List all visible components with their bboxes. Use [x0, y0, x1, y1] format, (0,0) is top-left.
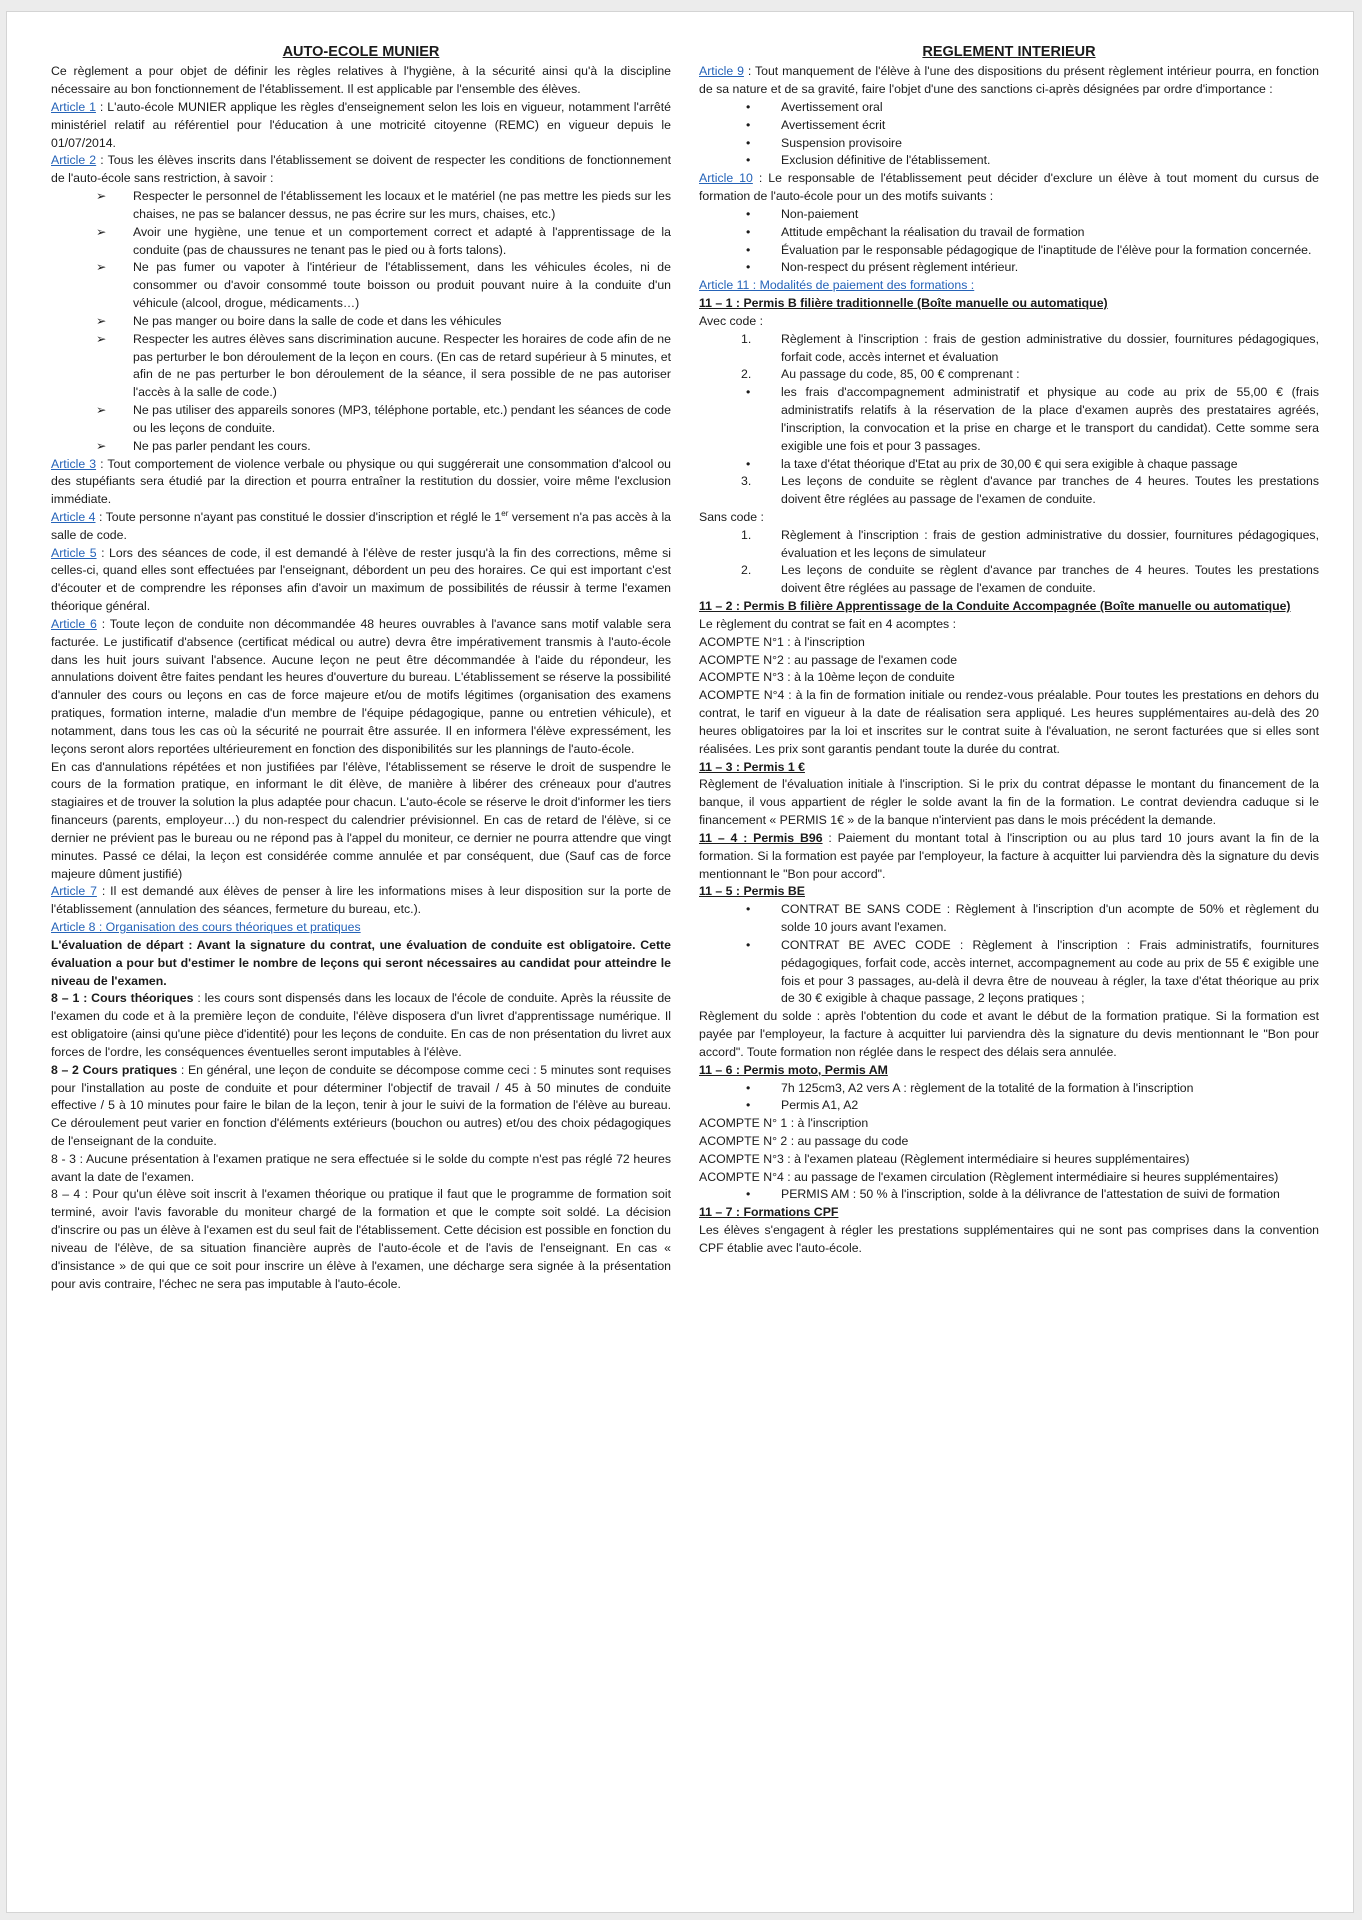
arrow-bullet-icon: ➢ — [96, 313, 107, 328]
article-text: : Tout comportement de violence verbale ou physique ou qui suggérerait une consommation d'alcool ou des stupéfiants sera étudié par la direction et pourra entraîner la restitution du dossier, voire même l'exclusion immédiate. — [51, 456, 671, 507]
bullet-icon: • — [746, 385, 751, 400]
section-11-3-text: Règlement de l'évaluation initiale à l'inscription. Si le prix du contrat dépasse le montant du financement de la banque, il vous appartient de régler le solde avant la fin de la formation. Le contrat deviendra caduque si le financement « PERMIS 1€ » de la banque n'intervient pas dans le mois précédent la demande. — [699, 777, 1319, 828]
list-item — [51, 402, 671, 438]
section-11-4 — [699, 830, 1319, 883]
list-item-text: Ne pas manger ou boire dans la salle de code et dans les véhicules — [133, 313, 502, 328]
section-11-6-am-list — [699, 1186, 1319, 1204]
section-11-5-heading: 11 – 5 : Permis BE — [699, 884, 805, 899]
article-8-evaluation: L'évaluation de départ : Avant la signature du contrat, une évaluation de conduite est obligatoire. Cette évaluation a pour but d'estimer le nombre de leçons qui seront nécessaires au candidat pour atteindre le niveau de l'examen. — [51, 937, 671, 988]
list-item — [51, 188, 671, 224]
article-10-list — [699, 206, 1319, 277]
arrow-bullet-icon: ➢ — [96, 224, 107, 239]
item-number: 1. — [741, 527, 752, 542]
article-8-heading — [51, 919, 671, 937]
list-item — [51, 259, 671, 312]
list-item — [699, 1097, 1319, 1115]
list-item-text: Les leçons de conduite se règlent d'avance par tranches de 4 heures. Toutes les prestations doivent être réglées au passage de l'examen de conduite. — [781, 474, 1319, 507]
article-5 — [51, 545, 671, 616]
intro-paragraph: Ce règlement a pour objet de définir les règles relatives à l'hygiène, à la sécurité ainsi qu'à la discipline nécessaire au bon fonctionnement de l'établissement. Il est applicable par l'ensemble des élèves. — [51, 64, 671, 97]
sans-code-list — [699, 527, 1319, 598]
article-text: : Toute personne n'ayant pas constitué le dossier d'inscription et réglé le 1 — [95, 510, 502, 524]
bullet-icon: • — [746, 1080, 751, 1095]
bullet-icon: • — [746, 224, 751, 239]
list-item-text: CONTRAT BE AVEC CODE : Règlement à l'inscription : Frais administratifs, fournitures pédagogiques, forfait code, accès internet, accompagnement au code au prix de 55 € exigible une fois et pour 3 passages, au-delà il devra être de nouveau à régler, la taxe d'état théorique au prix de 30 € exigible à chaque passage, 2 leçons pratiques ; — [781, 937, 1319, 1006]
article-6-paragraph-2: En cas d'annulations répétées et non justifiées par l'élève, l'établissement se réserve le droit de suspendre le cours de la formation pratique, en informant le dit élève, de manière à libérer des créneaux pour d'autres stagiaires et de trouver la solution la plus adaptée pour chacun. L'auto-école se réserve le droit d'informer les tiers financeurs (parents, employeur…) du non-respect du calendrier prévisionnel. En cas de retard de l'élève, si ce dernier ne prévient pas le bureau ou ne répond pas à l'appel du moniteur, ce dernier ne pourra attendre que vingt minutes. Passé ce délai, la leçon est considérée comme annulée et par conséquent, due (Sauf cas de force majeure dûment justifié) — [51, 759, 671, 881]
bullet-icon: • — [746, 117, 751, 132]
list-item — [699, 1080, 1319, 1098]
article-1 — [51, 99, 671, 152]
list-item-text: Non-respect du présent règlement intérieur. — [781, 260, 1019, 275]
article-label: Article 1 — [51, 99, 96, 114]
section-11-2-paragraph: ACOMPTE N°4 : à la fin de formation initiale ou rendez-vous préalable. Pour toutes les prestations en dehors du contrat, le tarif en vigueur à la date de réalisation sera appliqué. Les heures supplémentaires au-delà des 20 heures obligatoires par la loi et inscrites sur le contrat suite à l'évaluation, ne seront facturées que si elles sont réalisées. Les prix sont garantis pendant toute la durée du contrat. — [699, 688, 1319, 756]
list-item-text: les frais d'accompagnement administratif et physique au code au prix de 55,00 € (frais administratifs relatifs à la réservation de la place d'examen auprès des prestataires agréés, l'inscription, la convocation et la prise en charge et le transport du candidat). Cette somme sera exigible une fois et pour 3 passages. — [781, 385, 1319, 453]
avec-code-sublist — [699, 384, 1319, 473]
section-11-2-heading: 11 – 2 : Permis B filière Apprentissage de la Conduite Accompagnée (Boîte manuelle ou automatique) — [699, 599, 1291, 614]
article-8-1 — [51, 990, 671, 1061]
list-item-text: 7h 125cm3, A2 vers A : règlement de la totalité de la formation à l'inscription — [781, 1080, 1194, 1095]
section-11-2-line: Le règlement du contrat se fait en 4 acomptes : — [699, 616, 957, 631]
bullet-icon: • — [746, 456, 751, 471]
list-item-text: Ne pas parler pendant les cours. — [133, 438, 311, 453]
sans-code-label: Sans code : — [699, 510, 764, 524]
document-page — [7, 12, 1353, 1912]
article-2-list — [51, 188, 671, 455]
list-item-text: Règlement à l'inscription : frais de gestion administrative du dossier, fournitures pédagogiques, évaluation et les leçons de simulateur — [781, 527, 1319, 560]
list-item — [699, 937, 1319, 1008]
list-item — [699, 117, 1319, 135]
subsection-text: : les cours sont dispensés dans les locaux de l'école de conduite. Après la réussite de l'examen du code et à la première leçon de conduite, l'élève disposera d'un livret d'apprentissage numérique. Il est obligatoire (ainsi qu'une pièce d'identité) pour les leçons de conduite. En cas de non présentation du livret aux forces de l'ordre, les conséquences éventuelles seront imputables à l'élève. — [51, 991, 671, 1059]
section-11-6-paragraph: ACOMPTE N°4 : au passage de l'examen circulation (Règlement intermédiaire si heures supplémentaires) — [699, 1169, 1279, 1184]
article-label: Article 8 : Organisation des cours théoriques et pratiques — [51, 920, 361, 935]
list-item-text: la taxe d'état théorique d'Etat au prix de 30,00 € qui sera exigible à chaque passage — [781, 456, 1238, 471]
list-item-text: Ne pas fumer ou vapoter à l'intérieur de l'établissement, dans les véhicules écoles, ni de consommer ou d'avoir consommé toute boisson ou produit pouvant nuire à la conduite d'un véhicule (alcool, drogue, médicaments…) — [133, 260, 671, 311]
list-item-text: Au passage du code, 85, 00 € comprenant : — [781, 367, 1020, 382]
list-item — [699, 901, 1319, 937]
list-item — [699, 206, 1319, 224]
bullet-icon: • — [746, 902, 751, 917]
item-number: 2. — [741, 563, 752, 578]
section-11-1-heading: 11 – 1 : Permis B filière traditionnelle (Boîte manuelle ou automatique) — [699, 296, 1108, 311]
article-9-list — [699, 99, 1319, 170]
section-11-3-heading: 11 – 3 : Permis 1 € — [699, 759, 805, 774]
article-label: Article 11 : Modalités de paiement des formations : — [699, 278, 975, 293]
article-text: : L'auto-école MUNIER applique les règles d'enseignement selon les lois en vigueur, notamment l'arrêté ministériel relatif au référentiel pour l'éducation à une motricité citoyenne (REMC) en vigueur depuis le 01/07/2014. — [51, 99, 672, 150]
numbered-item — [699, 562, 1319, 598]
list-item — [699, 456, 1319, 474]
list-item — [699, 224, 1319, 242]
arrow-bullet-icon: ➢ — [96, 403, 107, 418]
article-6 — [51, 616, 671, 759]
bullet-icon: • — [746, 153, 751, 168]
article-label: Article 4 — [51, 510, 96, 524]
article-label: Article 10 — [699, 171, 753, 186]
article-4 — [51, 509, 671, 545]
article-3 — [51, 456, 671, 509]
article-7 — [51, 883, 671, 919]
article-11-heading — [699, 277, 1319, 295]
list-item — [699, 135, 1319, 153]
list-item-text: Respecter le personnel de l'établissement les locaux et le matériel (ne pas mettre les pieds sur les chaises, ne pas se balancer dessus, ne pas écrire sur les murs, chaises, etc.) — [133, 189, 671, 221]
list-item-text: Suspension provisoire — [781, 135, 902, 150]
article-label: Article 5 — [51, 545, 97, 560]
list-item-text: Les leçons de conduite se règlent d'avance par tranches de 4 heures. Toutes les prestations doivent être réglées au passage de l'examen de conduite. — [781, 563, 1319, 596]
article-9 — [699, 63, 1319, 99]
article-label: Article 6 — [51, 616, 97, 631]
item-number: 3. — [741, 474, 752, 489]
list-item-text: Attitude empêchant la réalisation du travail de formation — [781, 224, 1085, 239]
list-item-text: Exclusion définitive de l'établissement. — [781, 153, 991, 168]
section-11-2-line: ACOMPTE N°1 : à l'inscription — [699, 634, 865, 649]
section-11-6-line: ACOMPTE N° 1 : à l'inscription — [699, 1116, 869, 1131]
article-8-4: 8 – 4 : Pour qu'un élève soit inscrit à l'examen théorique ou pratique il faut que le programme de formation soit terminé, avoir l'avis favorable du moniteur chargé de la formation et que le compte soit soldé. La décision d'inscrire ou pas un élève à l'examen est du seul fait de l'établissement. Cette décision est possible en fonction du niveau de l'élève, de sa situation financière auprès de l'auto-école et de l'avis de l'enseignant. En cas « d'insistance » de qui que ce soit pour inscrire un élève à l'examen, une décharge sera signée à la présentation pour avis contraire, l'échec ne sera pas imputable à l'auto-école. — [51, 1187, 671, 1291]
article-label: Article 9 — [699, 64, 744, 79]
article-text: versement n'a pas accès à la salle de code. — [51, 510, 672, 542]
list-item-text: CONTRAT BE SANS CODE : Règlement à l'inscription d'un acompte de 50% et règlement du solde 10 jours avant l'examen. — [781, 902, 1319, 935]
list-item-text: Non-paiement — [781, 206, 859, 221]
subsection-head: 8 – 1 : Cours théoriques — [51, 991, 194, 1006]
article-label: Article 7 — [51, 884, 97, 899]
bullet-icon: • — [746, 206, 751, 221]
section-11-6-line: ACOMPTE N°3 : à l'examen plateau (Règlement intermédiaire si heures supplémentaires) — [699, 1151, 1190, 1166]
arrow-bullet-icon: ➢ — [96, 189, 107, 204]
numbered-item — [699, 527, 1319, 563]
arrow-bullet-icon: ➢ — [96, 331, 107, 346]
bullet-icon: • — [746, 1098, 751, 1113]
article-2 — [51, 152, 671, 188]
section-11-5-paragraph: Règlement du solde : après l'obtention du code et avant le début de la formation pratique. Si la formation est payée par l'employeur, la facture à acquitter lui parviendra dès la signature du devis mentionnant le "Bon pour accord". Toute formation non réglée dans le respect des délais sera annulée. — [699, 1009, 1319, 1059]
section-11-7-text: Les élèves s'engagent à régler les prestations supplémentaires qui ne sont pas comprises dans la convention CPF établie avec l'auto-école. — [699, 1223, 1319, 1255]
list-item — [699, 152, 1319, 170]
section-11-2-line: ACOMPTE N°2 : au passage de l'examen code — [699, 652, 958, 667]
list-item — [51, 438, 671, 456]
article-8-3: 8 - 3 : Aucune présentation à l'examen pratique ne sera effectuée si le solde du compte n'est pas réglé 72 heures avant la date de l'examen. — [51, 1151, 671, 1184]
list-item — [699, 242, 1319, 260]
list-item-text: Respecter les autres élèves sans discrimination aucune. Respecter les horaires de code afin de ne pas perturber le bon déroulement de la leçon en cours. (En cas de retard supérieur à 5 minutes, et afin de ne pas perturber le bon déroulement de la séance, il sera possible de ne pas autoriser l'accès à la salle de code.) — [133, 331, 671, 400]
list-item-text: Avertissement écrit — [781, 117, 886, 132]
numbered-item — [699, 473, 1319, 509]
list-item — [699, 1186, 1319, 1204]
page-title-left: AUTO-ECOLE MUNIER — [282, 44, 440, 60]
bullet-icon: • — [746, 260, 751, 275]
list-item — [699, 384, 1319, 455]
article-10 — [699, 170, 1319, 206]
avec-code-list — [699, 331, 1319, 384]
list-item — [699, 99, 1319, 117]
item-number: 2. — [741, 367, 752, 382]
list-item — [51, 224, 671, 260]
section-11-2-line: ACOMPTE N°3 : à la 10ème leçon de conduite — [699, 670, 955, 685]
section-11-6-list — [699, 1080, 1319, 1116]
item-number: 1. — [741, 331, 752, 346]
avec-code-label: Avec code : — [699, 313, 764, 328]
article-8-2 — [51, 1062, 671, 1151]
list-item-text: Règlement à l'inscription : frais de gestion administrative du dossier, fournitures pédagogiques, forfait code, accès internet et évaluation — [781, 331, 1319, 364]
article-label: Article 2 — [51, 153, 97, 168]
section-11-4-heading: 11 – 4 : Permis B96 — [699, 830, 823, 845]
page-title-right: REGLEMENT INTERIEUR — [922, 44, 1096, 60]
bullet-icon: • — [746, 242, 751, 257]
list-item-text: PERMIS AM : 50 % à l'inscription, solde à la délivrance de l'attestation de suivi de formation — [781, 1187, 1280, 1202]
avec-code-list-continued — [699, 473, 1319, 509]
section-11-5-list — [699, 901, 1319, 1008]
article-text: : Le responsable de l'établissement peut décider d'exclure un élève à tout moment du cursus de formation de l'auto-école pour un des motifs suivants : — [699, 171, 1319, 204]
list-item-text: Avertissement oral — [781, 99, 883, 114]
bullet-icon: • — [746, 99, 751, 114]
article-text: : Tout manquement de l'élève à l'une des dispositions du présent règlement intérieur pourra, en fonction de sa nature et de sa gravité, faire l'objet d'une des sanctions ci-après désignées par ordre d'importance : — [699, 64, 1319, 97]
section-11-6-heading: 11 – 6 : Permis moto, Permis AM — [699, 1062, 888, 1077]
article-text: : Lors des séances de code, il est demandé à l'élève de rester jusqu'à la fin des corrections, même si celles-ci, quand elles sont effectuées par l'enseignant, débordent un peu des horaires. Ce qui est important c'est d'écouter et de comprendre les réponses afin d'avoir un maximum de possibilités de réussir à terme l'examen théorique général. — [51, 545, 672, 614]
section-11-4-text: : Paiement du montant total à l'inscription ou au plus tard 10 jours avant la fin de la formation. Si la formation est payée par l'employeur, la facture à acquitter lui parviendra dès la signature du devis mentionnant le "Bon pour accord". — [699, 830, 1319, 881]
right-column — [699, 42, 1319, 1258]
bullet-icon: • — [746, 135, 751, 150]
left-column — [51, 42, 671, 1293]
article-text: : Tous les élèves inscrits dans l'établissement se doivent de respecter les conditions de fonctionnement de l'auto-école sans restriction, à savoir : — [51, 153, 671, 186]
article-text: : Il est demandé aux élèves de penser à lire les informations mises à leur disposition sur la porte de l'établissement (annulation des séances, fermeture du bureau, etc.). — [51, 884, 671, 917]
section-11-7-heading: 11 – 7 : Formations CPF — [699, 1205, 839, 1220]
bullet-icon: • — [746, 937, 751, 952]
arrow-bullet-icon: ➢ — [96, 438, 107, 453]
list-item-text: Permis A1, A2 — [781, 1098, 859, 1113]
subsection-text: : En général, une leçon de conduite se décompose comme ceci : 5 minutes sont requises pour l'installation au poste de conduite et pour déterminer l'objectif de travail / 45 à 50 minutes de conduite effective / 5 à 10 minutes pour faire le bilan de la leçon, tenir à jour le suivi de la formation de l'élève au bureau. Ce déroulement peut varier en fonction d'éléments extérieurs (bouchon ou autres) et/ou des choix pédagogiques de l'enseignant de la conduite. — [51, 1062, 672, 1148]
list-item — [699, 259, 1319, 277]
list-item-text: Évaluation par le responsable pédagogique de l'inaptitude de l'élève pour la formation concernée. — [781, 242, 1312, 257]
list-item-text: Avoir une hygiène, une tenue et un comportement correct et adapté à l'apprentissage de la conduite (pas de chaussures ne tenant pas le pied ou à forts talons). — [133, 224, 671, 257]
article-label: Article 3 — [51, 456, 97, 471]
section-11-6-line: ACOMPTE N° 2 : au passage du code — [699, 1133, 909, 1148]
list-item — [51, 313, 671, 331]
bullet-icon: • — [746, 1187, 751, 1202]
list-item — [51, 331, 671, 402]
list-item-text: Ne pas utiliser des appareils sonores (MP3, téléphone portable, etc.) pendant les séances de code ou les leçons de conduite. — [133, 403, 671, 435]
article-text: : Toute leçon de conduite non décommandée 48 heures ouvrables à l'avance sans motif valable sera facturée. Le justificatif d'absence (certificat médical ou autre) devra être impérativement transmis à l'auto-école dans les huit jours suivant l'absence. Aucune leçon ne peut être décommandée à l'aide du répondeur, les annulations doivent être faites pendant les heures d'ouverture du bureau. L'établissement se réserve la possibilité d'annuler des cours ou leçons en cas de force majeure et/ou de motifs légitimes (organisation des examens pratiques, formation interne, maladie d'un membre de l'équipe pédagogique, panne ou entretien véhicule), et notamment, dans tous les cas où la sécurité ne pourrait être assurée. Il en informera l'élève expressément, les leçons seront alors reportées ultérieurement en fonction des disponibilités sur les plannings de l'auto-école. — [51, 616, 671, 756]
numbered-item — [699, 366, 1319, 384]
superscript: er — [501, 508, 509, 518]
numbered-item — [699, 331, 1319, 367]
subsection-head: 8 – 2 Cours pratiques — [51, 1062, 178, 1077]
arrow-bullet-icon: ➢ — [96, 260, 107, 275]
